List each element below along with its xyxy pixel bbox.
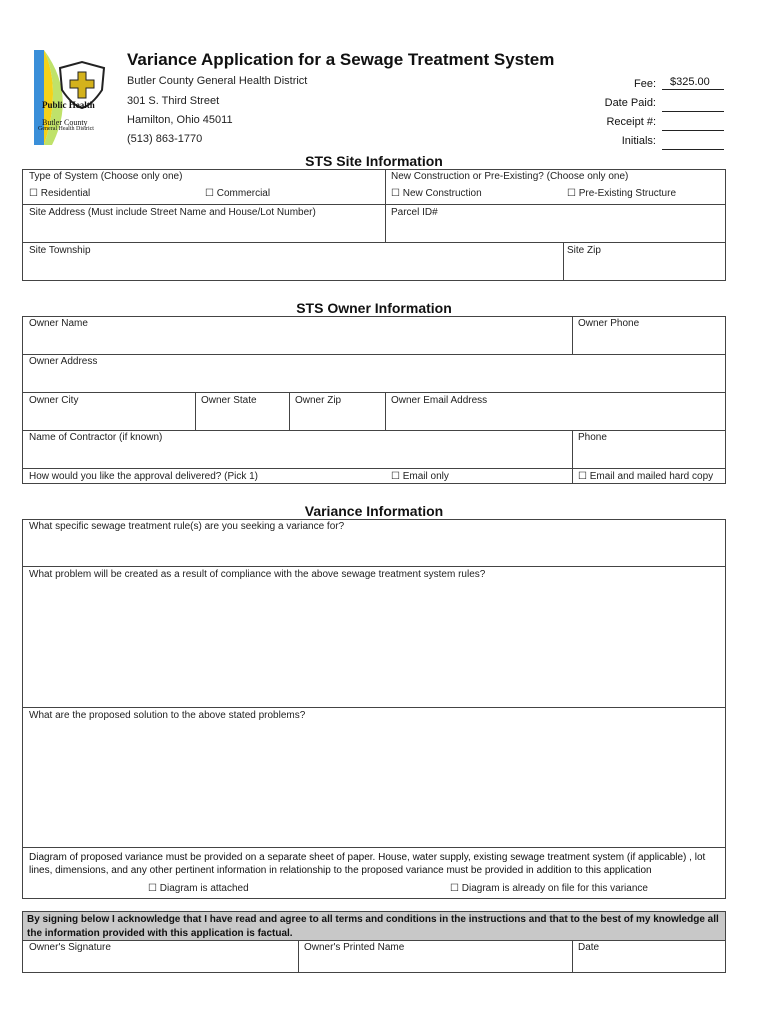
divider xyxy=(22,242,726,243)
owner-signature-field[interactable] xyxy=(24,954,296,972)
checkbox-icon: ☐ xyxy=(29,188,38,199)
owner-phone-label: Owner Phone xyxy=(578,318,640,329)
checkbox-icon: ☐ xyxy=(578,471,587,482)
divider xyxy=(22,566,726,567)
residential-checkbox[interactable] xyxy=(29,188,90,199)
diagram-attached-label: Diagram is attached xyxy=(159,883,249,894)
compliance-problem-question: What problem will be created as a result of compliance with the above sewage treatment system rules? xyxy=(29,569,486,580)
divider xyxy=(195,392,196,430)
divider xyxy=(572,940,573,973)
residential-label: Residential xyxy=(40,188,91,199)
checkbox-icon: ☐ xyxy=(567,188,576,199)
construction-type-label: New Construction or Pre-Existing? (Choose only one) xyxy=(391,171,629,182)
commercial-checkbox[interactable] xyxy=(205,188,270,199)
proposed-solution-field[interactable] xyxy=(24,723,724,845)
divider xyxy=(22,847,726,848)
divider xyxy=(22,204,726,205)
divider xyxy=(385,169,386,243)
commercial-label: Commercial xyxy=(216,188,271,199)
contractor-label: Name of Contractor (if known) xyxy=(29,432,163,443)
diagram-note: Diagram of proposed variance must be provided on a separate sheet of paper. House, water supply, existing sewage treatment system (if applicable) , lot lines, dimensions, and any other pertinent information in relationship to the proposed variance must be provided in addition to this application xyxy=(29,852,706,876)
site-township-label: Site Township xyxy=(29,245,91,256)
divider xyxy=(22,354,726,355)
date-paid-field[interactable] xyxy=(662,98,724,112)
parcel-id-label: Parcel ID# xyxy=(391,207,438,218)
agency-street: 301 S. Third Street xyxy=(127,95,220,107)
checkbox-icon: ☐ xyxy=(148,883,157,894)
contractor-phone-label: Phone xyxy=(578,432,607,443)
divider xyxy=(298,940,299,973)
agency-name: Butler County General Health District xyxy=(127,75,308,87)
owner-info-table xyxy=(22,316,726,484)
pre-existing-label: Pre-Existing Structure xyxy=(578,188,677,199)
delivery-label: How would you like the approval delivered? (Pick 1) xyxy=(29,471,259,482)
diagram-on-file-checkbox[interactable] xyxy=(450,883,648,894)
owner-address-label: Owner Address xyxy=(29,356,98,367)
divider xyxy=(572,316,573,354)
fee-label: Fee: xyxy=(633,78,656,90)
fee-amount: $325.00 xyxy=(670,76,710,88)
health-district-logo xyxy=(32,50,114,145)
checkbox-icon: ☐ xyxy=(205,188,214,199)
logo-text-county: Butler County xyxy=(42,118,88,127)
email-mail-label: Email and mailed hard copy xyxy=(589,471,714,482)
owner-section-title: STS Owner Information xyxy=(296,300,452,316)
checkbox-icon: ☐ xyxy=(391,188,400,199)
owner-email-label: Owner Email Address xyxy=(391,395,488,406)
variance-rule-question: What specific sewage treatment rule(s) are you seeking a variance for? xyxy=(29,521,345,532)
agency-phone: (513) 863-1770 xyxy=(127,133,203,145)
checkbox-icon: ☐ xyxy=(391,471,400,482)
initials-label: Initials: xyxy=(621,135,656,147)
divider xyxy=(22,392,726,393)
receipt-field[interactable] xyxy=(662,117,724,131)
variance-section-title: Variance Information xyxy=(304,503,444,519)
new-construction-label: New Construction xyxy=(402,188,482,199)
divider xyxy=(385,392,386,430)
email-mail-checkbox[interactable] xyxy=(578,471,713,482)
owner-signature-label: Owner's Signature xyxy=(29,942,111,953)
fee-value xyxy=(662,76,724,90)
site-section-title: STS Site Information xyxy=(305,153,443,169)
owner-zip-label: Owner Zip xyxy=(295,395,342,406)
initials-field[interactable] xyxy=(662,136,724,150)
email-only-checkbox[interactable] xyxy=(391,471,449,482)
page-title: Variance Application for a Sewage Treatment System xyxy=(127,50,555,69)
diagram-on-file-label: Diagram is already on file for this variance xyxy=(461,883,648,894)
date-label: Date xyxy=(578,942,600,953)
checkbox-icon: ☐ xyxy=(450,883,459,894)
variance-rule-field[interactable] xyxy=(24,534,724,564)
owner-state-label: Owner State xyxy=(201,395,257,406)
divider xyxy=(22,468,726,469)
logo-text-public-health: Public Health xyxy=(42,100,95,110)
divider xyxy=(22,430,726,431)
agency-city: Hamilton, Ohio 45011 xyxy=(127,114,233,126)
date-paid-label: Date Paid: xyxy=(604,97,656,109)
receipt-label: Receipt #: xyxy=(606,116,656,128)
divider xyxy=(22,707,726,708)
printed-name-field[interactable] xyxy=(300,954,570,972)
compliance-problem-field[interactable] xyxy=(24,582,724,705)
owner-name-label: Owner Name xyxy=(29,318,88,329)
system-type-label: Type of System (Choose only one) xyxy=(29,171,183,182)
acknowledgement-statement: By signing below I acknowledge that I have read and agree to all terms and conditions in the instructions and that to the best of my knowledge all the information provided with this application is factual. xyxy=(22,911,726,941)
divider xyxy=(563,242,564,281)
divider xyxy=(289,392,290,430)
new-construction-checkbox[interactable] xyxy=(391,188,482,199)
date-field[interactable] xyxy=(574,954,724,972)
diagram-attached-checkbox[interactable] xyxy=(148,883,249,894)
owner-city-label: Owner City xyxy=(29,395,79,406)
site-info-table xyxy=(22,169,726,281)
logo-text-district: General Health District xyxy=(38,126,94,132)
site-address-label: Site Address (Must include Street Name and House/Lot Number) xyxy=(29,207,316,218)
printed-name-label: Owner's Printed Name xyxy=(304,942,405,953)
pre-existing-checkbox[interactable] xyxy=(567,188,676,199)
proposed-solution-question: What are the proposed solution to the above stated problems? xyxy=(29,710,306,721)
site-zip-label: Site Zip xyxy=(567,245,601,256)
email-only-label: Email only xyxy=(402,471,449,482)
divider xyxy=(572,430,573,484)
